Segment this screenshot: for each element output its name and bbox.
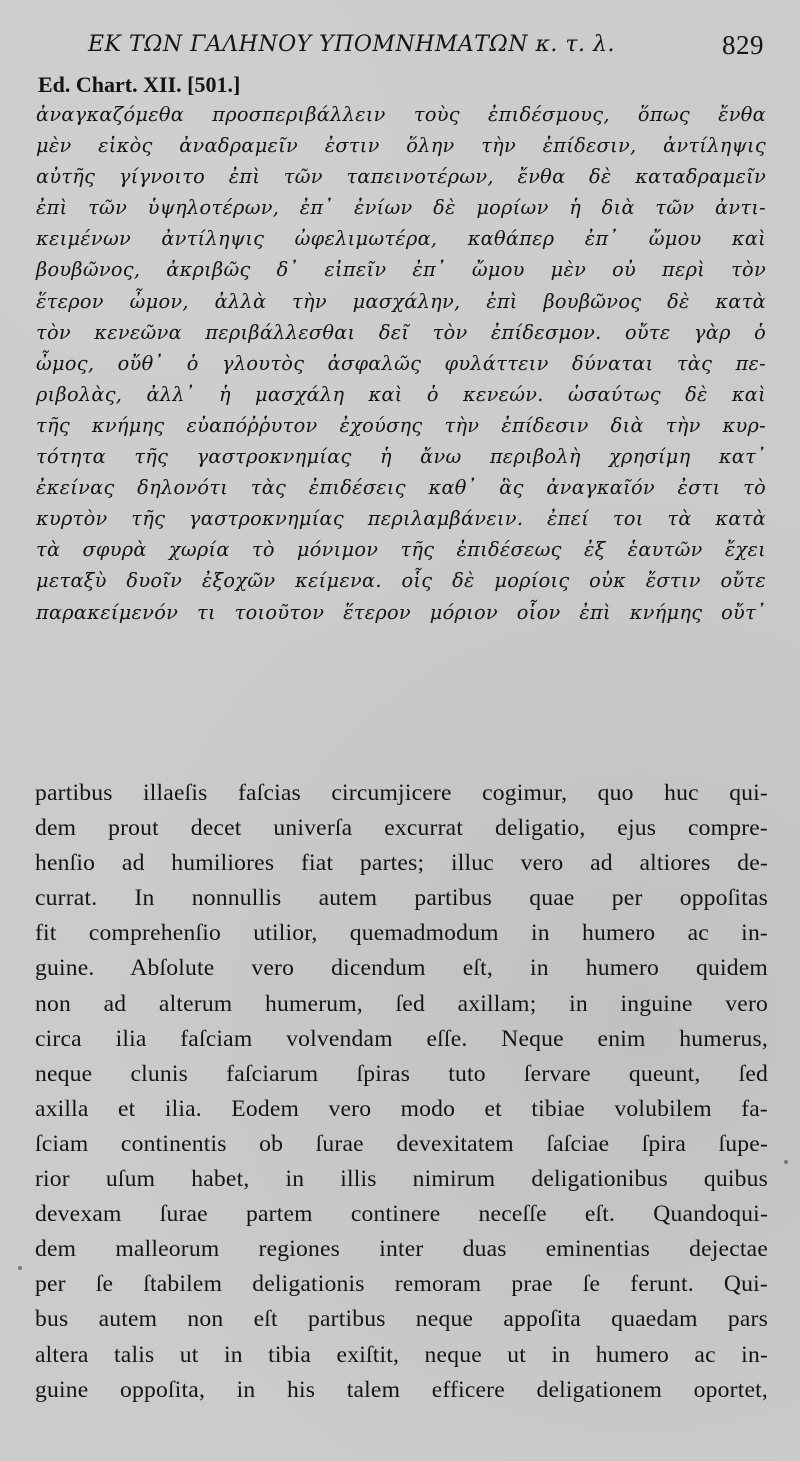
latin-line: per ſe ſtabilem deligationis remoram prae ſe ferunt. Qui-: [35, 1271, 768, 1298]
greek-line: μὲν εἰκὸς ἀναδραμεῖν ἐστιν ὅλην τὴν ἐπίδεσιν, ἀντίληψις: [36, 134, 766, 158]
greek-line: τῆς κνήμης εὐαπόῤῥυτον ἐχούσης τὴν ἐπίδεσιν διὰ τὴν κυρ-: [36, 413, 766, 437]
greek-line: ἕτερον ὦμον, ἀλλὰ τὴν μασχάλην, ἐπὶ βουβῶνος δὲ κατὰ: [36, 289, 766, 313]
latin-line: rior uſum habet, in illis nimirum deligationibus quibus: [35, 1166, 768, 1193]
running-head: [0, 30, 800, 64]
greek-line: ὦμος, οὔθ᾽ ὁ γλουτὸς ἀσφαλῶς φυλάττειν δύναται τὰς πε-: [36, 351, 766, 375]
greek-line: τὰ σφυρὰ χωρία τὸ μόνιμον τῆς ἐπιδέσεως ἐξ ἑαυτῶν ἔχει: [36, 538, 766, 562]
latin-line: axilla et ilia. Eodem vero modo et tibiae volubilem fa-: [35, 1095, 768, 1122]
latin-line: dem malleorum regiones inter duas eminentias dejectae: [35, 1236, 768, 1263]
greek-line: παρακείμενόν τι τοιοῦτον ἕτερον μόριον οἷον ἐπὶ κνήμης οὔτ᾽: [36, 600, 766, 624]
latin-line: henſio ad humiliores fiat partes; illuc vero ad altiores de-: [35, 850, 768, 877]
latin-text-block: [35, 776, 768, 1408]
greek-line: ἐπὶ τῶν ὑψηλοτέρων, ἐπ᾽ ἐνίων δὲ μορίων ἡ διὰ τῶν ἀντι-: [36, 196, 766, 220]
latin-line: ſciam continentis ob ſurae devexitatem ſaſciae ſpira ſupe-: [35, 1130, 768, 1157]
edition-reference: Ed. Chart. XII. [501.]: [38, 72, 241, 97]
latin-line: guine oppoſita, in his talem efficere deligationem oportet,: [35, 1376, 768, 1403]
greek-line: τὸν κενεῶνα περιβάλλεσθαι δεῖ τὸν ἐπίδεσμον. οὔτε γὰρ ὁ: [36, 320, 766, 344]
latin-line: currat. In nonnullis autem partibus quae per oppoſitas: [35, 885, 768, 912]
latin-line: dem prout decet univerſa excurrat deligatio, ejus compre-: [35, 815, 768, 842]
greek-line: μεταξὺ δυοῖν ἐξοχῶν κείμενα. οἷς δὲ μορίοις οὐκ ἔστιν οὔτε: [36, 569, 766, 593]
greek-text-block: [36, 99, 766, 628]
latin-line: bus autem non eſt partibus neque appoſita quaedam pars: [35, 1306, 768, 1333]
latin-line: partibus illaeſis faſcias circumjicere cogimur, quo huc qui-: [35, 780, 768, 806]
latin-line: altera talis ut in tibia exiſtit, neque ut in humero ac in-: [35, 1341, 768, 1368]
greek-line: ἀναγκαζόμεθα προσπεριβάλλειν τοὺς ἐπιδέσμους, ὅπως ἔνθα: [36, 103, 766, 126]
greek-line: ἐκείνας δηλονότι τὰς ἐπιδέσεις καθ᾽ ἃς ἀναγκαῖόν ἐστι τὸ: [36, 476, 766, 500]
latin-line: non ad alterum humerum, ſed axillam; in inguine vero: [35, 990, 768, 1017]
greek-line: αὐτῆς γίγνοιτο ἐπὶ τῶν ταπεινοτέρων, ἔνθα δὲ καταδραμεῖν: [36, 165, 766, 189]
latin-line: circa ilia faſciam volvendam eſſe. Neque enim humerus,: [35, 1025, 768, 1052]
latin-line: fit comprehenſio utilior, quemadmodum in humero ac in-: [35, 920, 768, 947]
greek-line: ριβολὰς, ἀλλ᾽ ἡ μασχάλη καὶ ὁ κενεών. ὡσαύτως δὲ καὶ: [36, 382, 766, 406]
latin-line: guine. Abſolute vero dicendum eſt, in humero quidem: [35, 955, 768, 982]
page-number: 829: [722, 30, 764, 60]
latin-line: devexam ſurae partem continere neceſſe eſt. Quandoqui-: [35, 1201, 768, 1228]
ink-speck: [18, 1266, 22, 1270]
greek-line: βουβῶνος, ἀκριβῶς δ᾽ εἰπεῖν ἐπ᾽ ὤμου μὲν οὐ περὶ τὸν: [36, 258, 766, 282]
greek-line: κειμένων ἀντίληψις ὠφελιμωτέρα, καθάπερ ἐπ᾽ ὤμου καὶ: [36, 227, 766, 251]
running-title: ΕΚ ΤΩΝ ΓΑΛΗΝΟΥ ΥΠΟΜΝΗΜΑΤΩΝ κ. τ. λ.: [88, 32, 615, 57]
latin-line: neque clunis faſciarum ſpiras tuto ſervare queunt, ſed: [35, 1060, 768, 1087]
greek-line: τότητα τῆς γαστροκνημίας ἡ ἄνω περιβολὴ χρησίμη κατ᾽: [36, 445, 766, 469]
ink-speck: [784, 1160, 788, 1164]
greek-line: κυρτὸν τῆς γαστροκνημίας περιλαμβάνειν. ἐπεί τοι τὰ κατὰ: [36, 507, 766, 531]
